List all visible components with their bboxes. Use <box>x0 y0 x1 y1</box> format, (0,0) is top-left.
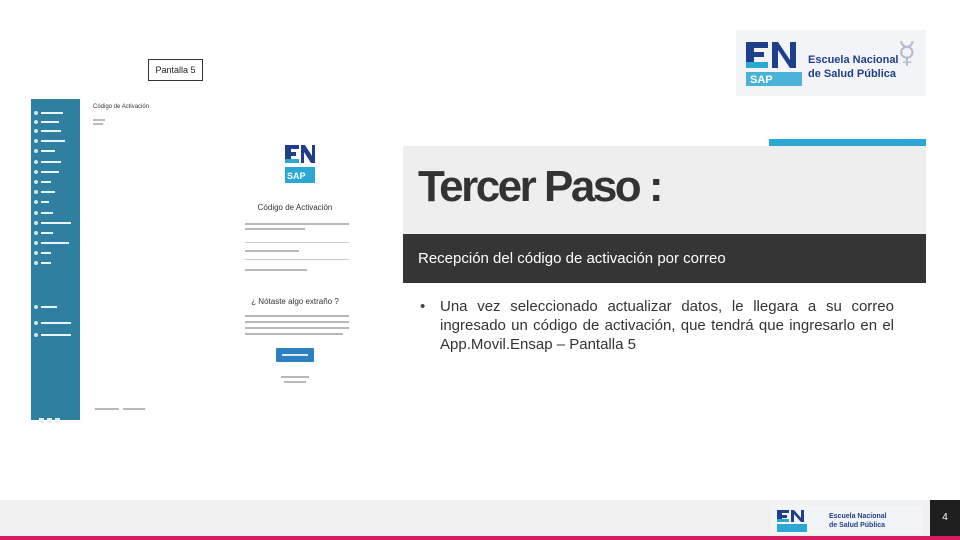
footer-logo-line1: Escuela Nacional <box>829 513 887 520</box>
svg-text:SAP: SAP <box>750 74 773 86</box>
footer-logo <box>771 505 923 535</box>
app-activation-title: Código de Activación <box>257 203 333 212</box>
screen-label: Pantalla 5 <box>148 59 203 81</box>
app-request-button <box>276 348 314 362</box>
footer-logo-line2: de Salud Pública <box>829 522 886 529</box>
ensap-app-logo-icon <box>283 143 317 189</box>
footer-accent-line <box>0 536 960 540</box>
ensap-logo-mark-icon <box>742 36 806 90</box>
app-user-info <box>93 119 123 127</box>
app-screen-header <box>93 104 149 110</box>
app-screen-header-text: Código de Activación <box>93 104 150 110</box>
bullet-text: Una vez seleccionado actualizar datos, le llegara a su correo ingresado un código de activación, que tendrá que ingresarlo en el App.Movil.Ensap – Pantalla 5 <box>440 298 894 353</box>
slide-subtitle: Recepción del código de activación por correo <box>418 250 726 267</box>
page-number: 4 <box>942 512 948 523</box>
logo-text-line1: Escuela Nacional <box>808 54 899 66</box>
app-screenshot <box>31 99 356 420</box>
app-question-heading: ¿ Nótaste algo extraño ? <box>251 297 339 306</box>
slide-title: Tercer Paso : <box>418 162 662 211</box>
bullet-icon: • <box>420 298 426 315</box>
title-accent-bar <box>769 139 926 146</box>
footer-logo-mark-icon <box>775 508 827 534</box>
ensap-logo <box>736 30 926 96</box>
logo-decoration-icon: ☿ <box>897 36 916 71</box>
app-sidebar <box>31 99 80 420</box>
logo-text-line2: de Salud Pública <box>808 68 897 80</box>
svg-text:SAP: SAP <box>287 171 306 181</box>
